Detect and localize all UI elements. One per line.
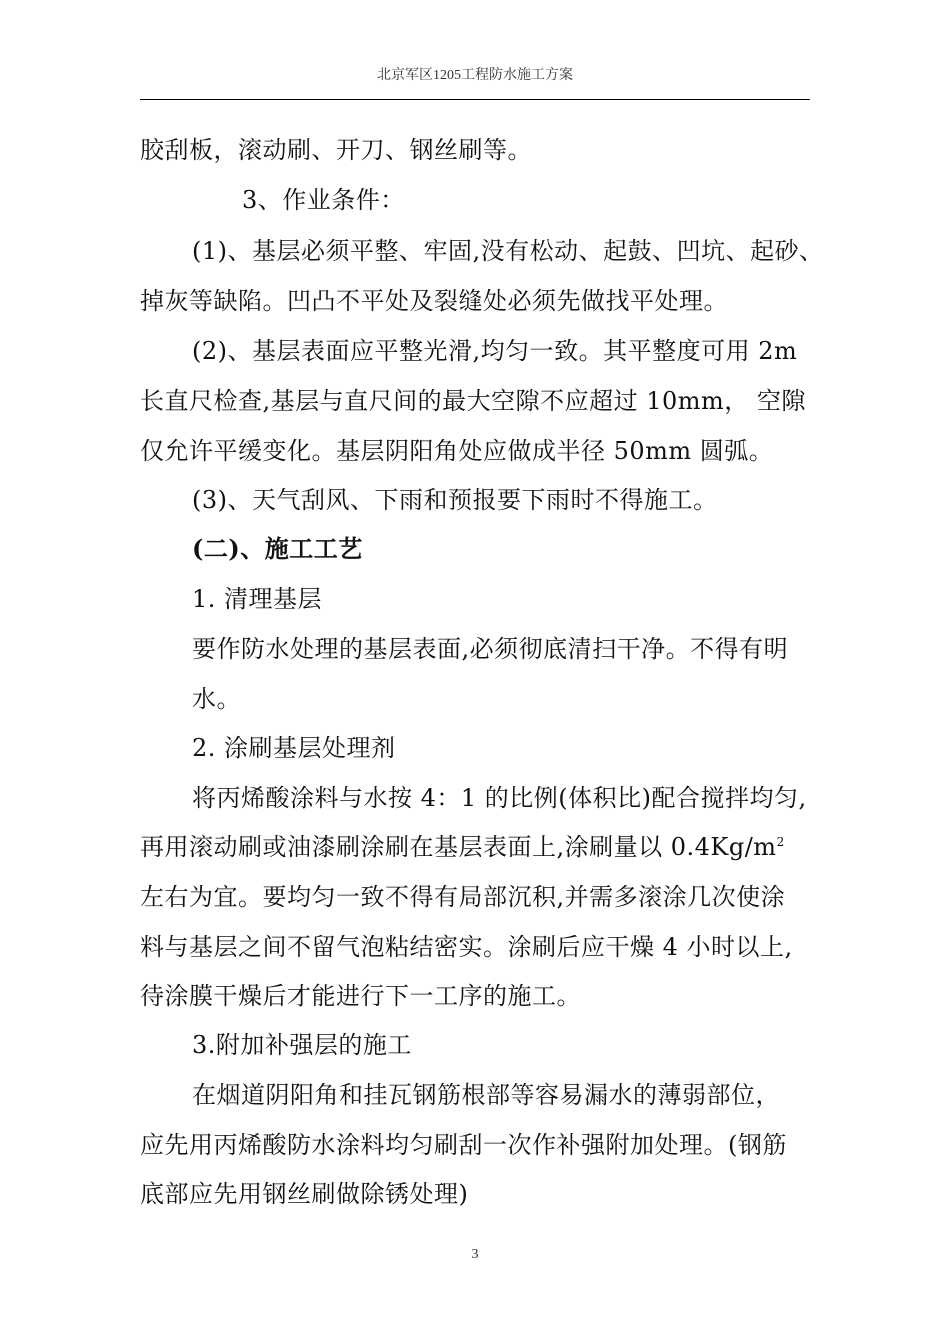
text-line: 水。 xyxy=(192,685,241,713)
text-line: 胶刮板，滚动刷、开刀、钢丝刷等。 xyxy=(140,136,532,164)
text-line: 要作防水处理的基层表面,必须彻底清扫干净。不得有明 xyxy=(192,635,789,663)
text-line: 在烟道阴阳角和挂瓦钢筋根部等容易漏水的薄弱部位， xyxy=(192,1081,780,1109)
section-heading: (二)、施工工艺 xyxy=(192,534,363,563)
text-line: 将丙烯酸涂料与水按 4：1 的比例(体积比)配合搅拌均匀, xyxy=(192,784,807,812)
text-line: (2)、基层表面应平整光滑,均匀一致。其平整度可用 2m xyxy=(192,337,798,365)
text-line: 3、作业条件： xyxy=(242,186,405,214)
header-rule xyxy=(140,99,810,100)
text-line: 掉灰等缺陷。凹凸不平处及裂缝处必须先做找平处理。 xyxy=(140,287,728,315)
text-line: 应先用丙烯酸防水涂料均匀刷刮一次作补强附加处理。(钢筋 xyxy=(140,1131,787,1159)
step-heading: 3.附加补强层的施工 xyxy=(192,1031,412,1059)
text-line: 待涂膜干燥后才能进行下一工序的施工。 xyxy=(140,982,581,1010)
superscript: 2 xyxy=(776,835,785,849)
text-line: (1)、基层必须平整、牢固,没有松动、起鼓、凹坑、起砂、 xyxy=(192,237,824,265)
text-line: 长直尺检查,基层与直尺间的最大空隙不应超过 10mm， 空隙 xyxy=(140,387,806,415)
text-line-main: 再用滚动刷或油漆刷涂刷在基层表面上,涂刷量以 0.4Kg/m xyxy=(140,833,777,861)
text-line: 仅允许平缓变化。基层阴阳角处应做成半径 50mm 圆弧。 xyxy=(140,437,774,465)
text-line: (3)、天气刮风、下雨和预报要下雨时不得施工。 xyxy=(192,486,718,514)
text-line xyxy=(140,832,785,862)
page-number: 3 xyxy=(471,1247,479,1262)
text-line: 料与基层之间不留气泡粘结密实。涂刷后应干燥 4 小时以上, xyxy=(140,933,793,961)
page-header: 北京军区1205工程防水施工方案 xyxy=(377,68,573,83)
step-heading: 2. 涂刷基层处理剂 xyxy=(192,734,396,762)
text-line: 左右为宜。要均匀一致不得有局部沉积,并需多滚涂几次使涂 xyxy=(140,883,786,911)
step-heading: 1. 清理基层 xyxy=(192,585,323,613)
text-line: 底部应先用钢丝刷做除锈处理) xyxy=(140,1180,469,1208)
